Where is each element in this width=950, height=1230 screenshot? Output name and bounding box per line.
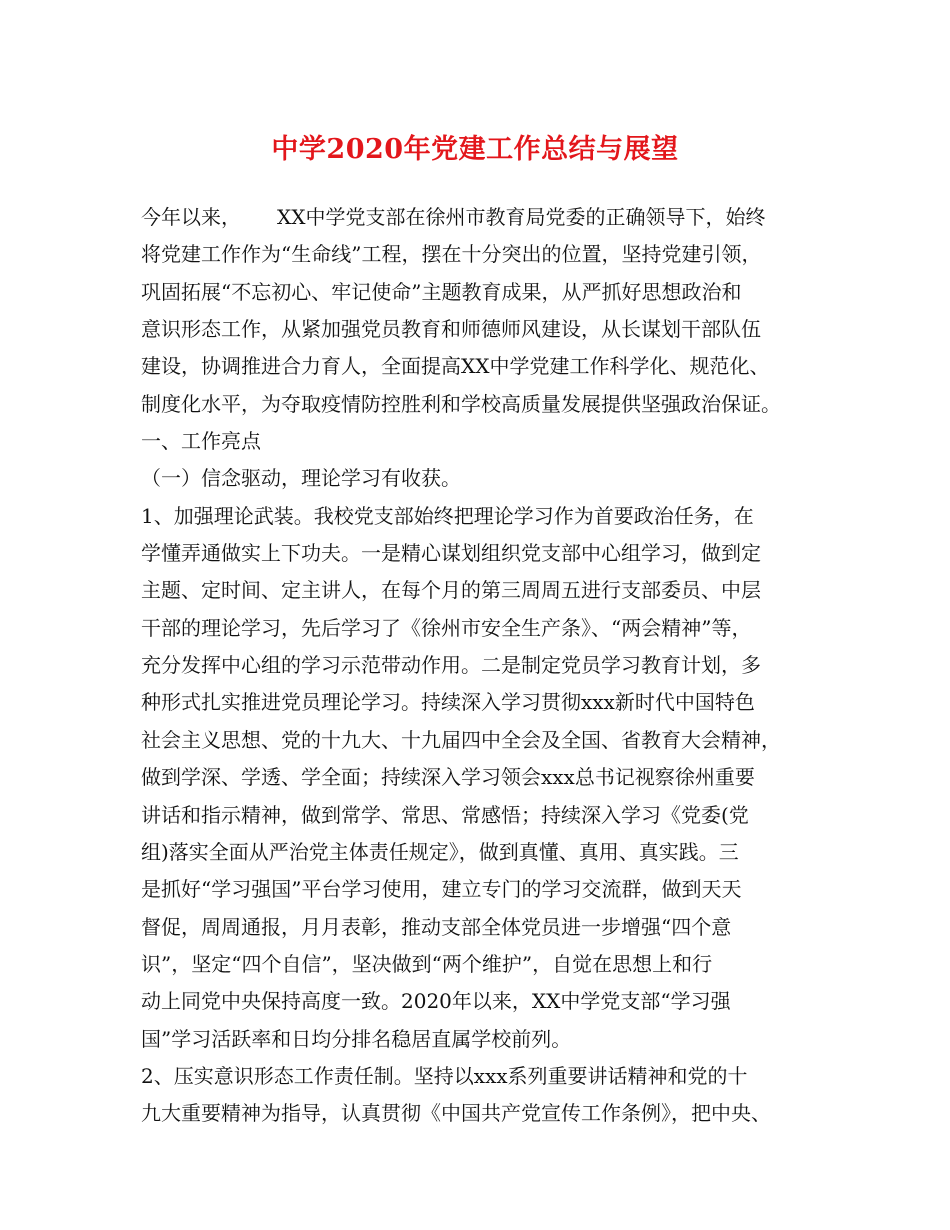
body-line: 社会主义思想、党的十九大、十九届四中全会及全国、省教育大会精神， [141, 727, 781, 752]
body-line: 学懂弄通做实上下功夫。一是精心谋划组织党支部中心组学习，做到定 [141, 541, 761, 566]
document-title: 中学2020年党建工作总结与展望 [271, 134, 679, 165]
body-line: 动上同党中央保持高度一致。2020年以来，XX中学党支部“学习强 [141, 989, 731, 1014]
body-line: 九大重要精神为指导，认真贯彻《中国共产党宣传工作条例》，把中央、 [141, 1101, 771, 1126]
body-line-1-head: 今年以来， [141, 205, 241, 229]
body-line: 巩固拓展“不忘初心、牢记使命”主题教育成果，从严抓好思想政治和 [141, 279, 742, 304]
body-line: 意识形态工作，从紧加强党员教育和师德师风建设，从长谋划干部队伍 [141, 317, 761, 342]
body-line: 1、加强理论武装。我校党支部始终把理论学习作为首要政治任务，在 [141, 503, 754, 528]
body-line: 做到学深、学透、学全面；持续深入学习领会xxx总书记视察徐州重要 [141, 765, 755, 790]
body-line: 国”学习活跃率和日均分排名稳居直属学校前列。 [141, 1026, 572, 1051]
section-heading: 一、工作亮点 [141, 429, 261, 454]
body-line: 讲话和指示精神，做到常学、常思、常感悟；持续深入学习《党委(党 [141, 802, 749, 827]
body-line: 识”，坚定“四个自信”，坚决做到“两个维护”，自觉在思想上和行 [141, 951, 713, 976]
document-body [141, 199, 831, 1133]
body-line: 种形式扎实推进党员理论学习。持续深入学习贯彻xxx新时代中国特色 [141, 690, 755, 715]
body-line: 制度化水平，为夺取疫情防控胜利和学校高质量发展提供坚强政治保证。 [141, 391, 781, 416]
body-line: 主题、定时间、定主讲人，在每个月的第三周周五进行支部委员、中层 [141, 578, 761, 603]
subsection-heading: （一）信念驱动，理论学习有收获。 [141, 466, 461, 491]
body-line-1 [141, 199, 831, 236]
body-line: 督促，周周通报，月月表彰，推动支部全体党员进一步增强“四个意 [141, 914, 732, 939]
body-line: 2、压实意识形态工作责任制。坚持以xxx系列重要讲话精神和党的十 [141, 1063, 748, 1088]
body-line: 组)落实全面从严治党主体责任规定》，做到真懂、真用、真实践。三 [141, 839, 739, 864]
body-line: 充分发挥中心组的学习示范带动作用。二是制定党员学习教育计划，多 [141, 653, 761, 678]
body-line: 干部的理论学习，先后学习了《徐州市安全生产条》、“两会精神”等， [141, 615, 752, 640]
body-line: 是抓好“学习强国”平台学习使用，建立专门的学习交流群，做到天天 [141, 877, 742, 902]
body-line: 建设，协调推进合力育人，全面提高XX中学党建工作科学化、规范化、 [141, 354, 770, 379]
body-line: 将党建工作作为“生命线”工程，摆在十分突出的位置，坚持党建引领， [141, 242, 762, 267]
body-line-1-tail: XX中学党支部在徐州市教育局党委的正确领导下，始终 [277, 205, 766, 229]
